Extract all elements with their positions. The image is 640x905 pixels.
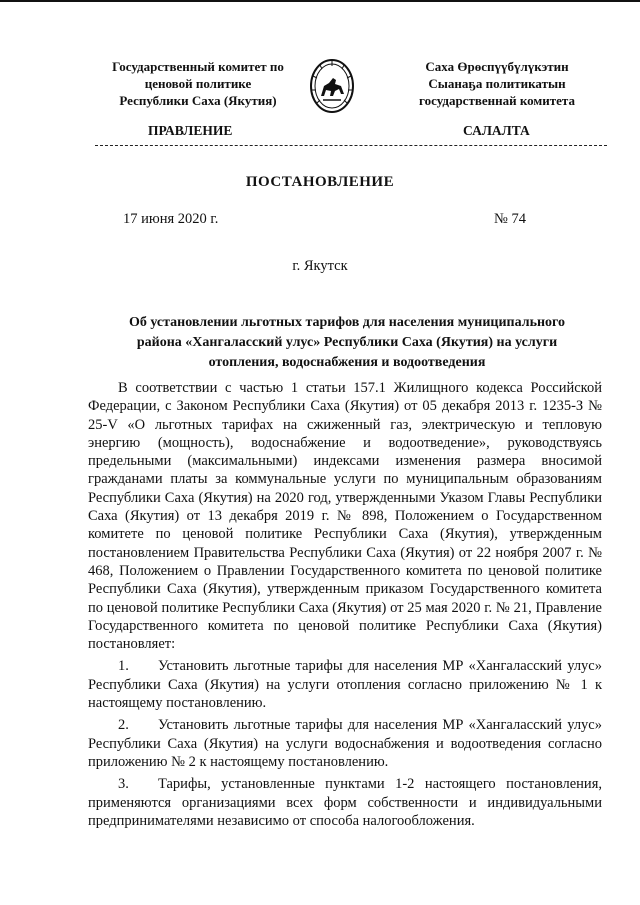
item-text: Установить льготные тарифы для населения МР «Хангаласский улус» Республики Саха (Якутия) на услуги водоснабжения и водоотведения согласно приложению № 2 к настоящему постановлению.	[88, 717, 602, 770]
document-date: 17 июня 2020 г.	[123, 211, 219, 227]
org-name-yakut	[392, 58, 602, 109]
resolution-item	[88, 775, 602, 830]
item-text: Установить льготные тарифы для населения МР «Хангаласский улус» Республики Саха (Якутия) на услуги отопления согласно приложению № 1 к настоящему постановлению.	[88, 658, 602, 712]
item-number: 1.	[118, 658, 129, 675]
department-name-russian: ПРАВЛЕНИЕ	[148, 123, 233, 138]
top-border-line	[0, 0, 640, 2]
org-name-line: ценовой политике	[144, 76, 252, 91]
org-name-russian	[88, 58, 308, 109]
org-name-line: Саха Өрөспүүбүлүкэтин	[425, 59, 569, 74]
org-name-line: государственнай комитета	[419, 93, 575, 108]
item-number: 2.	[118, 717, 129, 734]
header-divider	[95, 145, 607, 146]
document-title: Об установлении льготных тарифов для населения муниципального района «Хангаласский улус» Республики Саха (Якутия) на услуги отопления, водоснабжения и водоотведения	[128, 315, 566, 370]
letterhead	[0, 58, 640, 118]
resolution-item	[88, 716, 602, 771]
org-name-line: Сыанаҕа политикатын	[428, 76, 566, 91]
preamble-paragraph: В соответствии с частью 1 статьи 157.1 Жилищного кодекса Российской Федерации, с Законом Республики Саха (Якутия) от 05 декабря 2013 г. 1235-З № 25-V «О льготных тарифах на сжиженный газ, электрическую и тепловую энергию (мощность), водоснабжение и водоотведение», руководствуясь предельными (максимальными) индексами изменения размера вносимой гражданами платы за коммунальные услуги по муниципальным образованиям Республики Саха (Якутия) на 2020 год, утвержденными Указом Главы Республики Саха (Якутия) от 13 декабря 2019 г. № 898, Положением о Государственном комитете по ценовой политике Республики Саха (Якутия), утвержденным постановлением Правительства Республики Саха (Якутия) от 22 ноября 2007 г. № 468, Положением о Правлении Государственного комитета по ценовой политике Республики Саха (Якутия), утвержденным приказом Государственного комитета по ценовой политике Республики Саха (Якутия) от 25 мая 2020 г. № 21, Правление Государственного комитета по ценовой политике Республики Саха (Якутия) постановляет:	[88, 380, 602, 653]
document-type: ПОСТАНОВЛЕНИЕ	[245, 174, 395, 190]
department-name-yakut: САЛАЛТА	[463, 123, 530, 138]
item-number: 3.	[118, 776, 129, 793]
coat-of-arms-emblem	[309, 58, 355, 114]
org-name-line: Республики Саха (Якутия)	[119, 93, 277, 108]
document-body	[88, 379, 602, 830]
resolution-item	[88, 657, 602, 712]
document-city: г. Якутск	[292, 258, 348, 274]
org-name-line: Государственный комитет по	[112, 59, 284, 74]
item-text: Тарифы, установленные пунктами 1-2 настоящего постановления, применяются организациями всех форм собственности и индивидуальными предпринимателями независимо от способа налогообложения.	[88, 776, 602, 829]
document-number: № 74	[494, 211, 526, 227]
